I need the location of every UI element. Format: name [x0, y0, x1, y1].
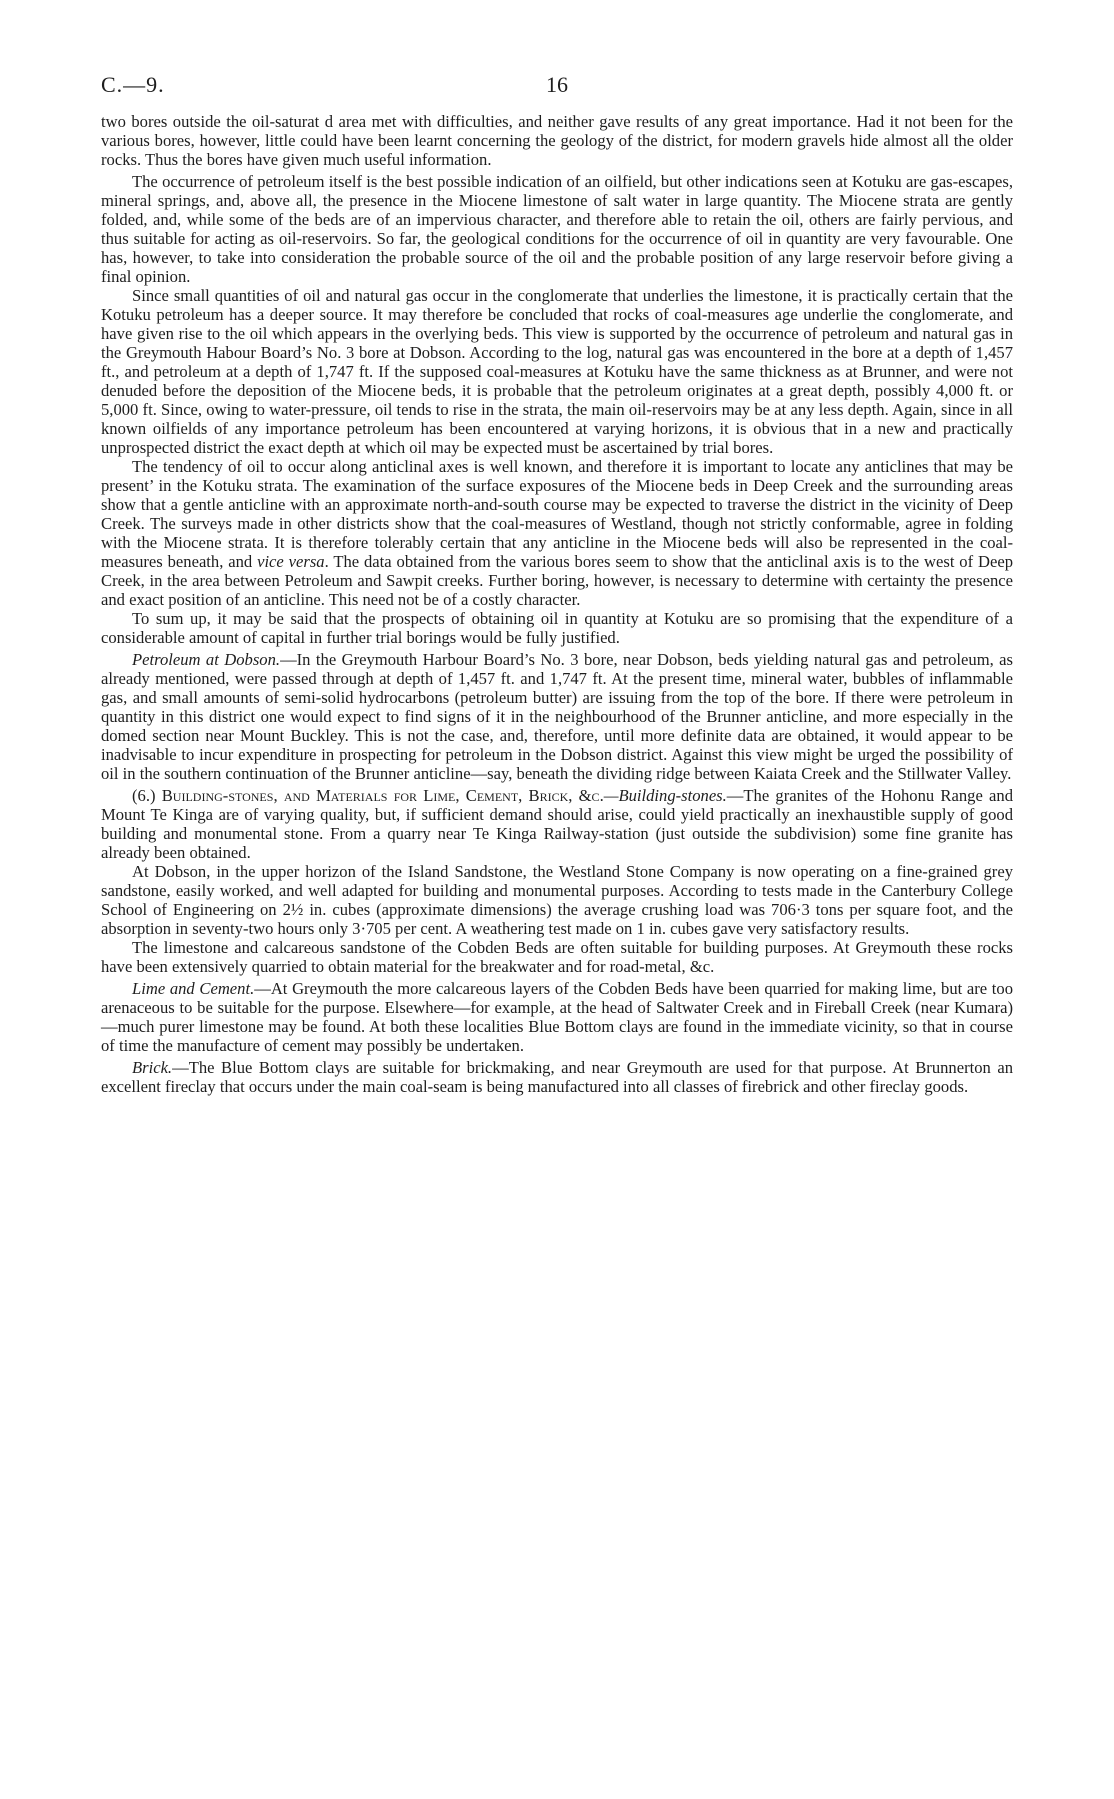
section-title-petroleum-dobson: Petroleum at Dobson.: [132, 650, 281, 669]
paragraph-petroleum-dobson: [101, 650, 1013, 783]
body-text: [101, 112, 1013, 1096]
page-number: 16: [546, 72, 568, 97]
lime-cement-text: —At Greymouth the more calcareous layers of the Cobden Beds have been quarried for making lime, but are too arenaceous to be suitable for the purpose. Elsewhere—for example, at the head of Saltwater Creek and in Fireball Creek (near Kumara)—much purer limestone may be found. At both these localities Blue Bottom clays are found in the immediate vicinity, so that in course of time the manufacture of cement may possibly be undertaken.: [101, 979, 1014, 1055]
paragraph-cobden-limestone: The limestone and calcareous sandstone of the Cobden Beds are often suitable for building purposes. At Greymouth these rocks have been extensively quarried to obtain material for the breakwater and for road-metal, &c.: [101, 938, 1013, 976]
document-reference: C.—9.: [101, 72, 165, 97]
section-heading: Building-stones, and Materials for Lime, Cement, Brick, &c.: [161, 786, 604, 805]
subsection-title-lime-cement: Lime and Cement.: [132, 979, 255, 998]
vice-versa-term: vice versa: [257, 552, 325, 571]
anticlines-text-a: The tendency of oil to occur along anticlinal axes is well known, and therefore it is important to locate any anticlines that may be present’ in the Kotuku strata. The examination of the surface exposures of the Miocene beds in Deep Creek and the surrounding areas show that a gentle anticline with an approximate north-and-south course may be expected to traverse the district in the vicinity of Deep Creek. The surveys made in other districts show that the coal-measures of Westland, though not strictly conformable, agree in folding with the Miocene strata. It is therefore tolerably certain that any anticline in the Miocene beds will also be represented in the coal-measures beneath, and: [101, 457, 1013, 571]
paragraph-dobson-sandstone: At Dobson, in the upper horizon of the Island Sandstone, the Westland Stone Company is now operating on a fine-grained grey sandstone, easily worked, and well adapted for building and monumental purposes. According to tests made in the Canterbury College School of Engineering on 2½ in. cubes (approximate dimensions) the average crushing load was 706·3 tons per square foot, and the absorption in seventy-two hours only 3·705 per cent. A weathering test made on 1 in. cubes gave very satisfactory results.: [101, 862, 1013, 938]
brick-text: —The Blue Bottom clays are suitable for brickmaking, and near Greymouth are used for that purpose. At Brunnerton an excellent fireclay that occurs under the main coal-seam is being manufactured into all classes of firebrick and other fireclay goods.: [101, 1058, 1013, 1096]
anticlines-text-b: . The data obtained from the various bores seem to show that the anticlinal axis is to the west of Deep Creek, in the area between Petroleum and Sawpit creeks. Further boring, however, is necessary to determine with certainty the presence and exact position of an anticline. This need not be of a costly character.: [101, 552, 1014, 609]
section-number: (6.): [132, 786, 162, 805]
paragraph-anticlines: [101, 457, 1013, 609]
paragraph-building-stones: [101, 786, 1013, 862]
paragraph-sum-up: To sum up, it may be said that the prospects of obtaining oil in quantity at Kotuku are so promising that the expenditure of a considerable amount of capital in further trial borings would be fully justified.: [101, 609, 1013, 647]
paragraph-brick: [101, 1058, 1013, 1096]
subsection-title-brick: Brick.: [132, 1058, 173, 1077]
paragraph-bores-continuation: two bores outside the oil-saturat d area met with difficulties, and neither gave results of any great importance. Had it not been for the various bores, however, little could have been learnt concerning the geology of the district, for modern gravels hide almost all the older rocks. Thus the bores have given much useful information.: [101, 112, 1013, 169]
page-header: [101, 72, 1013, 100]
building-stones-text: —The granites of the Hohonu Range and Mount Te Kinga are of varying quality, but, if sufficient demand should arise, could yield practically an inexhaustible supply of good building and monumental stone. From a quarry near Te Kinga Railway-station (just outside the subdivision) some fine granite has already been obtained.: [101, 786, 1013, 862]
paragraph-deeper-source: Since small quantities of oil and natural gas occur in the conglomerate that underlies the limestone, it is practically certain that the Kotuku petroleum has a deeper source. It may therefore be concluded that rocks of coal-measures age underlie the conglomerate, and have given rise to the oil which appears in the overlying beds. This view is supported by the occurrence of petroleum and natural gas in the Greymouth Habour Board’s No. 3 bore at Dobson. According to the log, natural gas was encountered in the bore at a depth of 1,457 ft., and petroleum at a depth of 1,747 ft. If the supposed coal-measures at Kotuku have the same thickness as at Brunner, and were not denuded before the deposition of the Miocene beds, it is probable that the petroleum originates at a great depth, possibly 4,000 ft. or 5,000 ft. Since, owing to water-pressure, oil tends to rise in the strata, the main oil-reservoirs may be at any less depth. Again, since in all known oilfields of any importance petroleum has been encountered at varying horizons, it is obvious that in a new and practically unprospected district the exact depth at which oil may be expected must be ascertained by trial bores.: [101, 286, 1013, 457]
petroleum-dobson-text: —In the Greymouth Harbour Board’s No. 3 bore, near Dobson, beds yielding natural gas and petroleum, as already mentioned, were passed through at depth of 1,457 ft. and 1,747 ft. At the present time, mineral water, bubbles of inflammable gas, and small amounts of semi-solid hydrocarbons (petroleum butter) are issuing from the top of the bore. If there were petroleum in quantity in this district one would expect to find signs of it in the neighbourhood of the Brunner anticline, and more especially in the domed section near Mount Buckley. This is not the case, and, therefore, until more definite data are obtained, it would appear to be inadvisable to incur expenditure in prospecting for petroleum in the Dobson district. Against this view might be urged the possibility of oil in the southern continuation of the Brunner anticline—say, beneath the dividing ridge between Kaiata Creek and the Stillwater Valley.: [101, 650, 1013, 783]
subsection-title-building-stones: —Building-stones.: [603, 786, 727, 805]
paragraph-indications: The occurrence of petroleum itself is the best possible indication of an oilfield, but other indications seen at Kotuku are gas-escapes, mineral springs, and, above all, the presence in the Miocene limestone of salt water in large quantity. The Miocene strata are gently folded, and, while some of the beds are of an impervious character, and therefore able to retain the oil, others are fairly pervious, and thus suitable for acting as oil-reservoirs. So far, the geological conditions for the occurrence of oil in quantity are very favourable. One has, however, to take into consideration the probable source of the oil and the probable position of any large reservoir before giving a final opinion.: [101, 172, 1013, 286]
paragraph-lime-cement: [101, 979, 1013, 1055]
